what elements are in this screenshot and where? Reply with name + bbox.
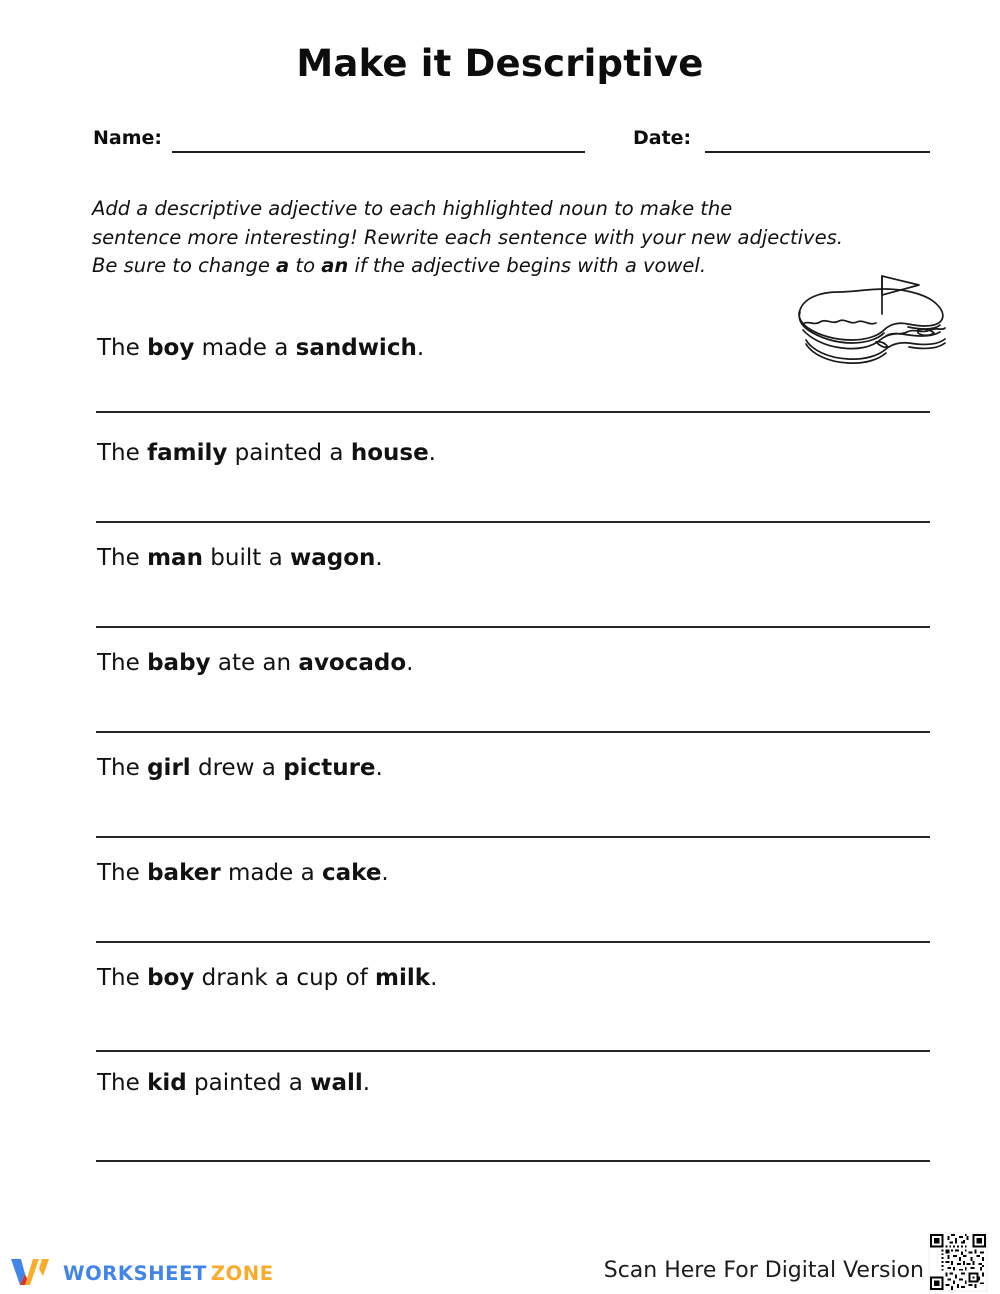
instructions-emphasis-an: an [321, 254, 349, 277]
sentence-pre-2: The [97, 440, 148, 466]
date-label: Date: [633, 127, 692, 149]
sentence-mid-3: built a [202, 545, 290, 571]
highlighted-noun-7b: milk [375, 965, 431, 991]
sentence-mid-5: drew a [190, 755, 284, 781]
highlighted-noun-5b: picture [283, 755, 376, 781]
sentence-text-2 [97, 438, 436, 468]
highlighted-noun-7a: boy [147, 965, 195, 991]
answer-line-3[interactable] [96, 626, 930, 628]
logo-word-worksheet: WORKSHEET [63, 1261, 207, 1285]
answer-line-4[interactable] [96, 731, 930, 733]
sentence-post-8: . [362, 1070, 371, 1096]
qr-code[interactable] [928, 1232, 988, 1292]
instructions-emphasis-a: a [276, 254, 290, 277]
sentence-post-3: . [375, 545, 383, 571]
worksheet-zone-logo[interactable] [8, 1256, 274, 1290]
highlighted-noun-1a: boy [147, 335, 195, 361]
sentence-text-1 [97, 333, 424, 363]
highlighted-noun-3b: wagon [289, 545, 376, 571]
sentence-mid-8: painted a [186, 1070, 311, 1096]
highlighted-noun-8b: wall [310, 1070, 363, 1096]
footer [0, 1228, 1000, 1294]
sentence-text-3 [97, 543, 383, 573]
sentence-post-2: . [428, 440, 436, 466]
sentence-mid-7: drank a cup of [194, 965, 376, 991]
sentence-pre-3: The [97, 545, 148, 571]
highlighted-noun-8a: kid [147, 1070, 187, 1096]
highlighted-noun-2a: family [147, 440, 228, 466]
sentence-pre-1: The [97, 335, 148, 361]
name-label: Name: [93, 127, 163, 149]
page-title: Make it Descriptive [296, 42, 704, 85]
sentence-mid-2: painted a [227, 440, 351, 466]
sentence-post-1: . [416, 335, 425, 361]
logo-wordmark [63, 1262, 274, 1285]
date-input-line[interactable] [705, 151, 930, 153]
highlighted-noun-6a: baker [147, 860, 221, 886]
sentence-post-4: . [406, 650, 414, 676]
sentence-text-6 [97, 858, 389, 888]
answer-line-2[interactable] [96, 521, 930, 523]
highlighted-noun-6b: cake [321, 860, 382, 886]
sentence-text-4 [97, 648, 413, 678]
sentence-mid-6: made a [220, 860, 322, 886]
instructions-line-1: Add a descriptive adjective to each highlighted noun to make the [92, 197, 733, 220]
highlighted-noun-3a: man [147, 545, 203, 571]
answer-line-5[interactable] [96, 836, 930, 838]
sentence-pre-5: The [97, 755, 148, 781]
highlighted-noun-2b: house [350, 440, 429, 466]
highlighted-noun-5a: girl [147, 755, 191, 781]
highlighted-noun-1b: sandwich [295, 335, 417, 361]
scan-instruction-text: Scan Here For Digital Version [603, 1258, 924, 1283]
sentence-text-8 [97, 1068, 370, 1098]
sentence-pre-4: The [97, 650, 148, 676]
answer-line-6[interactable] [96, 941, 930, 943]
sentence-mid-4: ate an [210, 650, 299, 676]
answer-line-7[interactable] [96, 1050, 930, 1052]
answer-line-8[interactable] [96, 1160, 930, 1162]
highlighted-noun-4b: avocado [298, 650, 407, 676]
highlighted-noun-4a: baby [147, 650, 211, 676]
instructions-line-3-part-a: Be sure to change [92, 254, 277, 277]
sentence-text-7 [97, 963, 437, 993]
name-input-line[interactable] [172, 151, 585, 153]
sandwich-illustration [790, 268, 962, 372]
instructions-line-3-part-b: to [289, 254, 322, 277]
instructions-line-2: sentence more interesting! Rewrite each sentence with your new adjectives. [92, 225, 843, 249]
sentence-text-5 [97, 753, 383, 783]
logo-w-mark-icon [8, 1256, 54, 1290]
answer-line-1[interactable] [96, 411, 930, 413]
instructions-line-3-part-c: if the adjective begins with a vowel. [348, 254, 707, 277]
sentence-mid-1: made a [194, 335, 296, 361]
sentence-post-7: . [430, 965, 438, 991]
sentence-post-5: . [375, 755, 383, 781]
sentence-pre-8: The [97, 1070, 148, 1096]
name-date-row [0, 127, 1000, 157]
sentence-pre-7: The [97, 965, 148, 991]
logo-word-zone: ZONE [210, 1261, 274, 1285]
sentence-pre-6: The [97, 860, 148, 886]
sentence-post-6: . [381, 860, 389, 886]
